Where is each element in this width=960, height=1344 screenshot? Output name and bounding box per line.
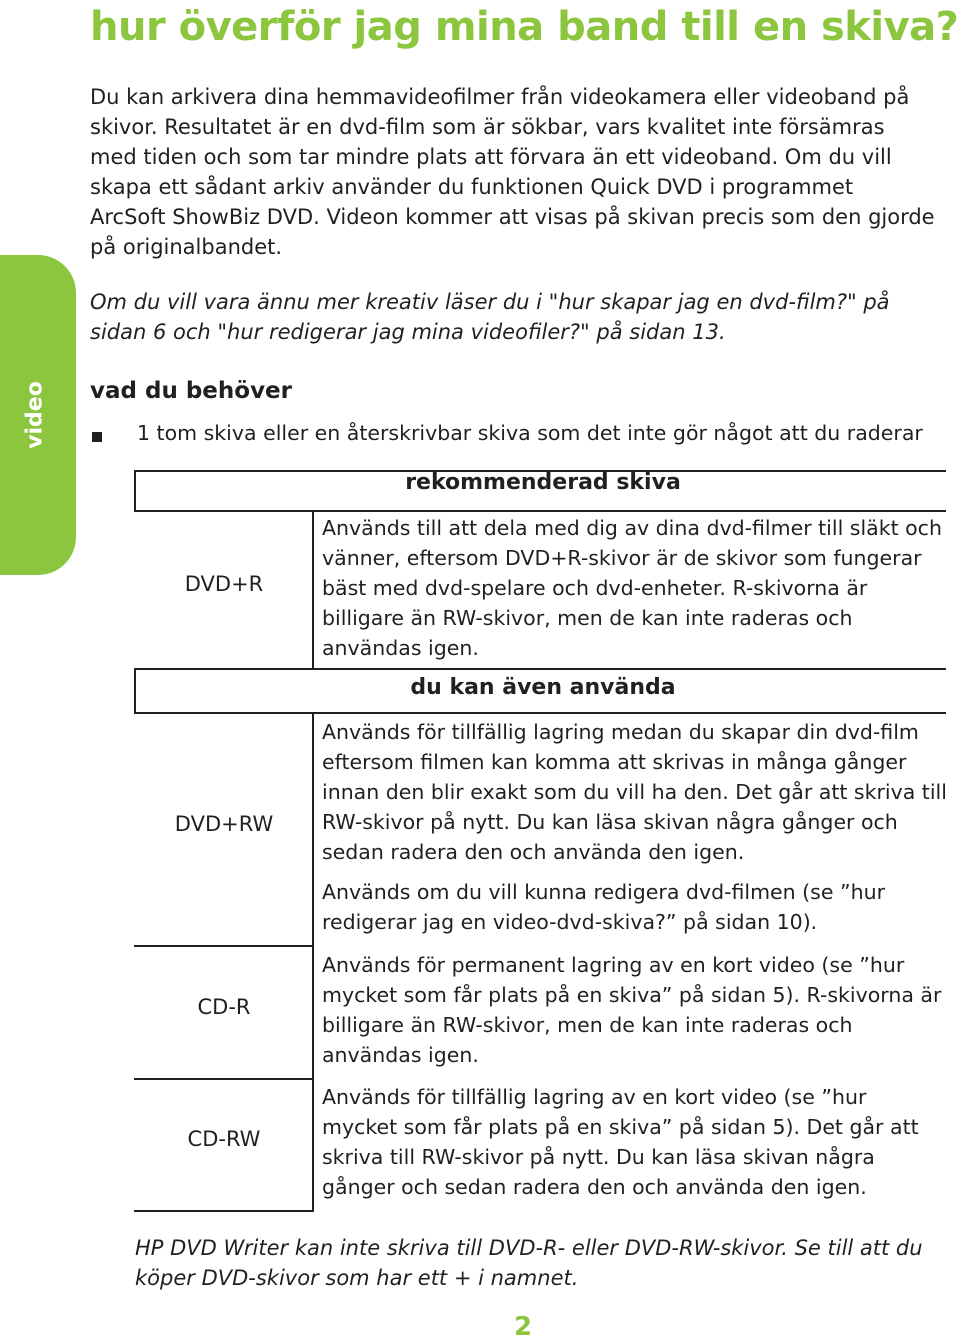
disc-description: Används för permanent lagring av en kort video (se ”hur mycket som får plats på en skiva” på sidan 5). R-skivorna är billigare än RW-skivor, men de kan inte raderas och användas igen. xyxy=(322,953,942,1067)
disc-label-cd-rw: CD-RW xyxy=(187,1127,261,1151)
table-rule xyxy=(134,470,136,512)
page-title: hur överför jag mina band till en skiva? xyxy=(90,4,959,50)
page-number: 2 xyxy=(513,1312,533,1342)
table-rule xyxy=(134,510,946,512)
table-rule xyxy=(134,1078,314,1080)
table-rule xyxy=(134,668,136,714)
alternative-discs-header: du kan även använda xyxy=(410,675,676,700)
intro-paragraph: Du kan arkivera dina hemmavideofilmer från videokamera eller videoband på skivor. Resultatet är en dvd-film som är sökbar, vars kvalitet inte försämras med tiden och som tar mindre plats att förvara än ett videoband. Om du vill skapa ett sådant arkiv använder du funktionen Quick DVD i programmet ArcSoft ShowBiz DVD. Videon kommer att visas på skivan precis som den gjorde på originalbandet. xyxy=(90,85,935,259)
disc-label-dvd-rw: DVD+RW xyxy=(174,812,274,836)
needs-heading: vad du behöver xyxy=(90,378,293,404)
disc-label-dvd-r: DVD+R xyxy=(184,572,264,596)
needs-bullet-text: 1 tom skiva eller en återskrivbar skiva som det inte gör något att du raderar xyxy=(137,421,923,445)
bullet-square-icon xyxy=(92,432,102,442)
table-rule xyxy=(134,668,946,670)
table-rule xyxy=(134,712,946,714)
table-rule xyxy=(134,1210,314,1212)
section-side-tab-label: video xyxy=(22,381,48,449)
recommended-disc-header: rekommenderad skiva xyxy=(405,470,681,495)
intro-tip: Om du vill vara ännu mer kreativ läser du i "hur skapar jag en dvd-film?" på sidan 6 och "hur redigerar jag mina videofiler?" på sidan 13. xyxy=(90,290,890,344)
footnote: HP DVD Writer kan inte skriva till DVD-R- eller DVD-RW-skivor. Se till att du köper DVD-skivor som har ett + i namnet. xyxy=(135,1236,923,1290)
disc-description: Används för tillfällig lagring medan du skapar din dvd-film eftersom filmen kan komma att skrivas in många gånger innan den blir exakt som du vill ha den. Det går att skriva till RW-skivor på nytt. Du kan läsa skivan några gånger och sedan radera den och använda den igen. xyxy=(322,720,947,864)
disc-label-cd-r: CD-R xyxy=(197,995,251,1019)
table-rule xyxy=(134,945,314,947)
disc-description: Används till att dela med dig av dina dvd-filmer till släkt och vänner, eftersom DVD+R-skivor är de skivor som fungerar bäst med dvd-spelare och dvd-enheter. R-skivorna är billigare än RW-skivor, men de kan inte raderas och användas igen. xyxy=(322,516,942,660)
disc-description: Används om du vill kunna redigera dvd-filmen (se ”hur redigerar jag en video-dvd-skiva?” på sidan 10). xyxy=(322,880,886,934)
disc-description: Används för tillfällig lagring av en kort video (se ”hur mycket som får plats på en skiva” på sidan 5). Det går att skriva till RW-skivor på nytt. Du kan läsa skivan några gånger och sedan radera den och använda den igen. xyxy=(322,1085,919,1199)
